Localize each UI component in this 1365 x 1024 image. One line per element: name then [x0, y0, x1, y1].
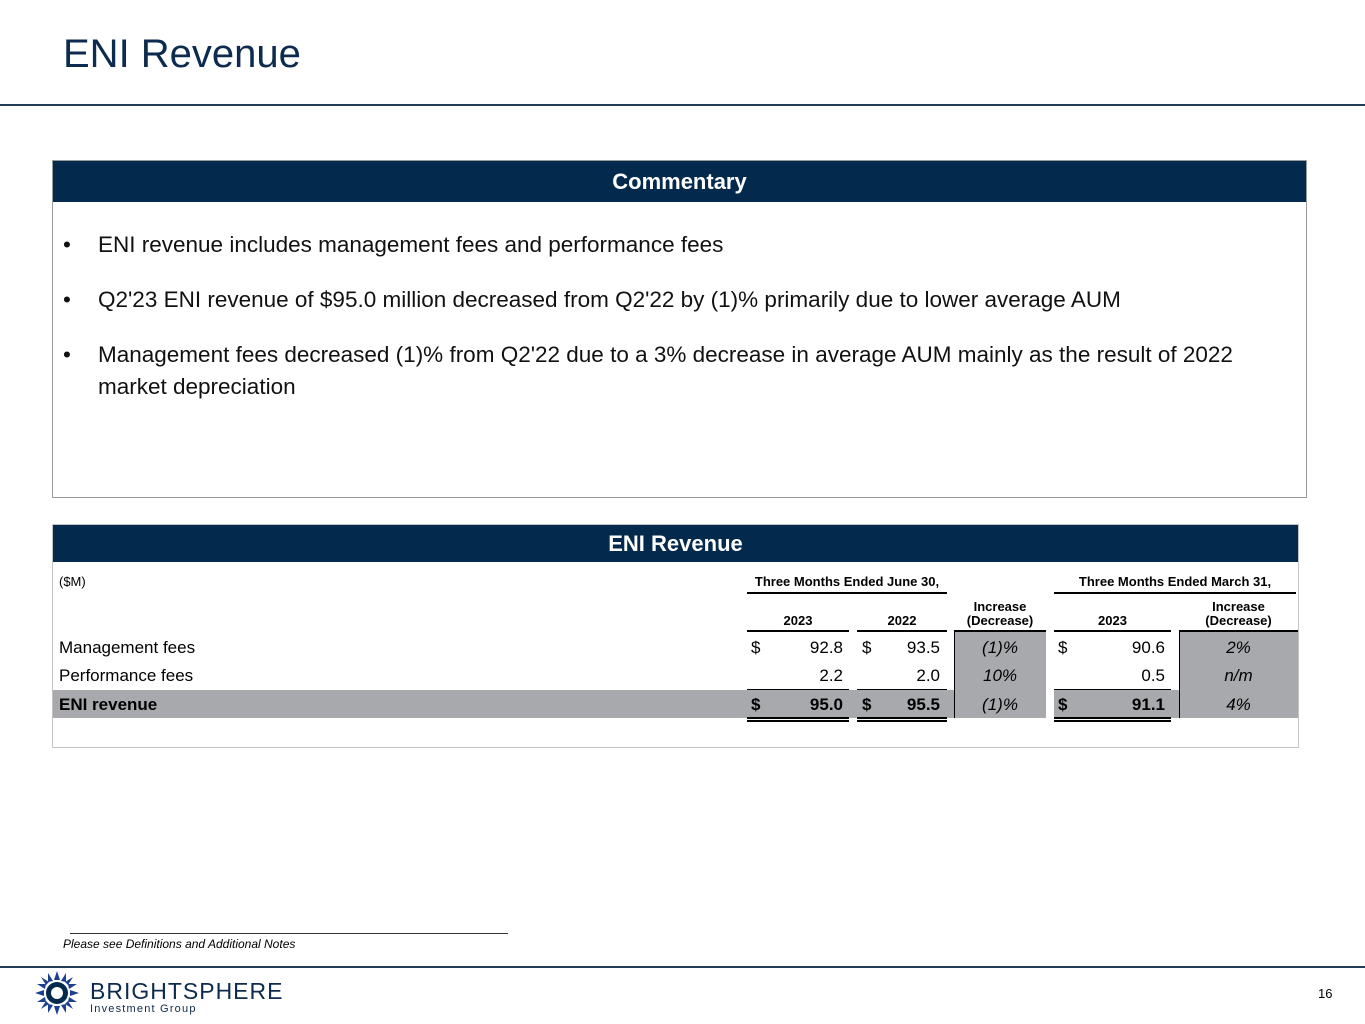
col-rule	[1179, 630, 1298, 632]
cell-jun-2023: 92.8	[809, 638, 843, 657]
col-rule	[954, 630, 1046, 632]
commentary-bullet: • Management fees decreased (1)% from Q2'22 due to a 3% decrease in average AUM mainly as the result of 2022 market depreciation	[63, 339, 1283, 403]
row-label: Performance fees	[59, 666, 194, 685]
cell-mar-2023: 90.6	[1131, 638, 1165, 657]
brand-name: BRIGHTSPHERE	[90, 978, 284, 1004]
subtotal-rule	[747, 689, 849, 690]
row-label-total: ENI revenue	[59, 695, 158, 714]
currency-symbol: $	[1058, 695, 1068, 714]
cell-jun-2022: 95.5	[906, 695, 940, 714]
group-header-june: Three Months Ended June 30,	[754, 574, 940, 589]
group-rule	[1054, 592, 1296, 594]
subtotal-rule	[1054, 689, 1171, 690]
cell-jun-2023: 95.0	[809, 695, 843, 714]
col-header: Increase (Decrease)	[1205, 599, 1272, 628]
cell-change-march: 4%	[1226, 695, 1251, 714]
currency-symbol: $	[751, 638, 761, 657]
brightsphere-logo-icon	[34, 970, 80, 1016]
page-title: ENI Revenue	[63, 32, 301, 76]
cell-change-june: (1)%	[982, 695, 1018, 714]
footnote-rule	[70, 933, 508, 934]
bullet-icon: •	[63, 232, 71, 257]
commentary-bullet: • Q2'23 ENI revenue of $95.0 million decreased from Q2'22 by (1)% primarily due to lower average AUM	[63, 284, 1283, 316]
commentary-heading: Commentary	[53, 161, 1306, 202]
currency-symbol: $	[862, 695, 872, 714]
currency-symbol: $	[862, 638, 872, 657]
col-rule	[747, 630, 849, 632]
currency-symbol: $	[751, 695, 761, 714]
brand-subtitle: Investment Group	[90, 1003, 197, 1015]
cell-jun-2023: 2.2	[819, 666, 843, 685]
bullet-icon: •	[63, 287, 71, 312]
column-separator	[1179, 632, 1180, 718]
cell-change-march: 2%	[1226, 638, 1251, 657]
cell-jun-2022: 2.0	[916, 666, 940, 685]
cell-change-june: 10%	[982, 666, 1018, 685]
eni-revenue-table	[52, 524, 1299, 748]
bullet-icon: •	[63, 342, 71, 367]
double-underline	[1054, 717, 1171, 722]
col-rule	[857, 630, 947, 632]
unit-label: ($M)	[59, 574, 86, 589]
column-separator	[954, 632, 955, 718]
col-header: 2022	[887, 613, 917, 628]
row-label: Management fees	[59, 638, 196, 657]
col-header: Increase (Decrease)	[966, 599, 1034, 628]
col-header: 2023	[783, 613, 813, 628]
gap-cell	[1046, 690, 1054, 718]
commentary-list	[63, 229, 1283, 426]
double-underline	[857, 717, 947, 722]
footnote: Please see Definitions and Additional Notes	[63, 937, 296, 951]
group-rule	[747, 592, 947, 594]
cell-change-march: n/m	[1224, 666, 1253, 685]
double-underline	[747, 717, 849, 722]
cell-mar-2023: 0.5	[1141, 666, 1165, 685]
table-heading: ENI Revenue	[53, 525, 1298, 562]
cell-jun-2022: 93.5	[906, 638, 940, 657]
cell-change-june: (1)%	[982, 638, 1018, 657]
title-divider	[0, 104, 1365, 106]
commentary-bullet: • ENI revenue includes management fees and performance fees	[63, 229, 1283, 261]
col-rule	[1054, 630, 1171, 632]
commentary-panel	[52, 160, 1307, 498]
col-header: 2023	[1098, 613, 1127, 628]
cell-mar-2023: 91.1	[1131, 695, 1165, 714]
footer-divider	[0, 966, 1365, 968]
currency-symbol: $	[1058, 638, 1068, 657]
page-number: 16	[1318, 986, 1333, 1001]
subtotal-rule	[857, 689, 947, 690]
group-header-march: Three Months Ended March 31,	[1078, 574, 1272, 589]
